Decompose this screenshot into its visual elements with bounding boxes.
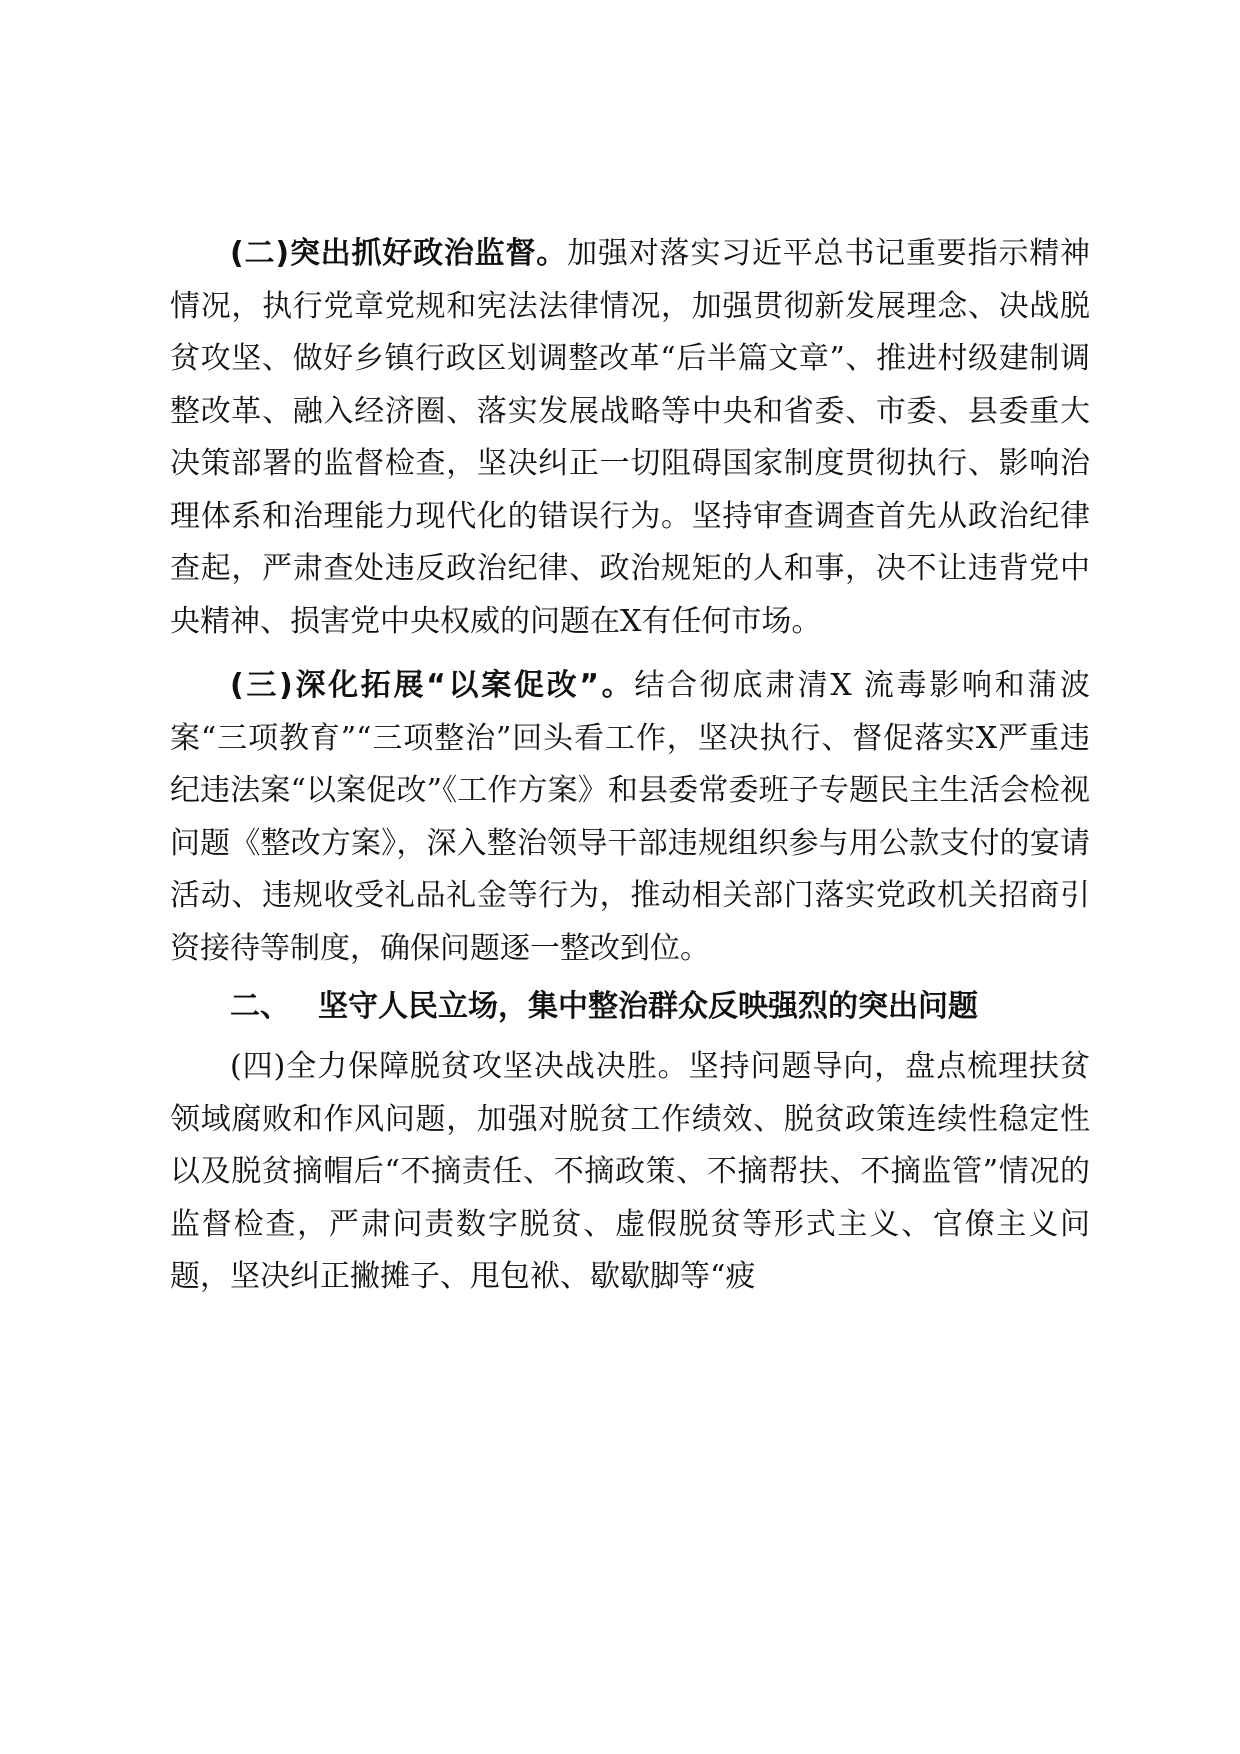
- document-body: [170, 228, 1090, 1304]
- section-2-text: 加强对落实习近平总书记重要指示精神情况，执行党章党规和宪法法律情况，加强贯彻新发展理念、决战脱贫攻坚、做好乡镇行政区划调整改革“后半篇文章”、推进村级建制调整改革、融入经济圈、落实发展战略等中央和省委、市委、县委重大决策部署的监督检查，坚决纠正一切阻碍国家制度贯彻执行、影响治理体系和治理能力现代化的错误行为。坚持审查调查首先从政治纪律查起，严肃查处违反政治纪律、政治规矩的人和事，决不让违背党中央精神、损害党中央权威的问题在X有任何市场。: [170, 236, 1091, 639]
- section-2-heading: (二)突出抓好政治监督。: [230, 236, 568, 271]
- paragraph-section-3: [170, 660, 1090, 975]
- section-3-heading: (三)深化拓展“以案促改”。: [230, 668, 635, 703]
- section-3-text: 结合彻底肃清X 流毒影响和蒲波案“三项教育”“三项整治”回头看工作，坚决执行、督促落实X严重违纪违法案“以案促改”《工作方案》和县委常委班子专题民主生活会检视问题《整改方案》，深入整治领导干部违规组织参与用公款支付的宴请活动、违规收受礼品礼金等行为，推动相关部门落实党政机关招商引资接待等制度，确保问题逐一整改到位。: [170, 668, 1090, 966]
- chapter-number: 二、: [230, 989, 290, 1024]
- paragraph-section-4: [170, 1041, 1090, 1304]
- paragraph-section-2: [170, 228, 1090, 648]
- section-4-text: (四)全力保障脱贫攻坚决战决胜。坚持问题导向，盘点梳理扶贫领域腐败和作风问题，加强对脱贫工作绩效、脱贫政策连续性稳定性以及脱贫摘帽后“不摘责任、不摘政策、不摘帮扶、不摘监管”情况的监督检查，严肃问责数字脱贫、虚假脱贫等形式主义、官僚主义问题，坚决纠正撇摊子、甩包袱、歇歇脚等“疲: [170, 1049, 1090, 1294]
- chapter-heading: [170, 981, 1090, 1033]
- chapter-title: 坚守人民立场，集中整治群众反映强烈的突出问题: [318, 989, 978, 1024]
